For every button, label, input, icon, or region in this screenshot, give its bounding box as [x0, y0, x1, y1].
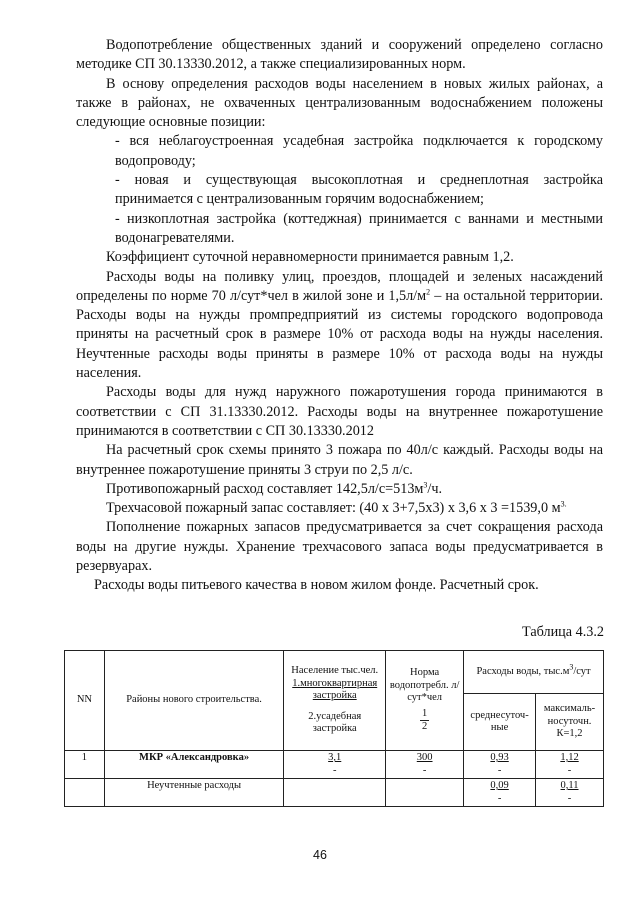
header-norm-title: Норма водопотребл. л/сут*чел	[389, 667, 460, 704]
table-header-row	[65, 651, 604, 694]
list-item: - вся неблагоустроенная усадебная застройка подключается к городскому водопроводу;	[115, 133, 603, 169]
superscript: 2	[426, 287, 431, 297]
cell-max	[536, 779, 604, 807]
cell-value-top: 0,11	[560, 780, 579, 791]
paragraph	[76, 268, 603, 384]
paragraph	[76, 480, 603, 499]
paragraph: В основу определения расходов воды населением в новых жилых районах, а также в районах, не охваченных централизованным водоснабжением положены следующие основные позиции:	[76, 75, 603, 131]
header-population	[284, 651, 386, 751]
text-span: /сут	[573, 665, 591, 677]
cell-value-bottom: -	[567, 792, 572, 804]
cell-value-top: 1,12	[560, 752, 579, 763]
superscript: 3.	[560, 499, 567, 509]
text-span: Трехчасовой пожарный запас составляет: (40 х 3+7,5х3) х 3,6 х 3 =1539,0 м	[106, 500, 561, 517]
superscript: 3	[423, 480, 428, 490]
cell-name: МКР «Александровка»	[104, 751, 283, 779]
paragraph: Расходы воды для нужд наружного пожаротушения города принимаются в соответствии с СП 31.13330.2012. Расходы воды на внутреннее пожаротушение принимаются в соответствии с СП 30.13330.2012	[76, 384, 603, 439]
cell-value-top: 0,93	[490, 752, 509, 763]
cell-avg	[464, 779, 536, 807]
header-flows	[464, 651, 604, 694]
paragraph: Водопотребление общественных зданий и сооружений определено согласно методике СП 30.13330.2012, а также специализированных норм.	[76, 37, 603, 73]
text-span: Расходы воды, тыс.м	[476, 665, 570, 677]
header-districts: Районы нового строительства.	[104, 651, 283, 751]
table-row	[65, 779, 604, 807]
fraction-denominator: 2	[422, 721, 428, 733]
superscript: 3	[569, 662, 574, 672]
cell-name: Неучтенные расходы	[104, 779, 283, 807]
cell-nn: 1	[65, 751, 105, 779]
cell-value-bottom: -	[567, 764, 572, 776]
cell-population	[284, 751, 386, 779]
cell-value-top: 300	[416, 752, 433, 763]
cell-nn	[65, 779, 105, 807]
text-span: – на остальной территории. Расходы воды на нужды промпредприятий из системы городского водопровода приняты на расчетный срок в размере 10% от расхода воды на нужды населения. Неучтенные расходы воды приняты в размере 10% от расхода воды на нужды населения.	[76, 287, 604, 382]
cell-value-bottom: -	[332, 764, 337, 776]
header-norm-fraction	[420, 708, 429, 734]
list-item: - новая и существующая высокоплотная и среднеплотная застройка принимается с централизованным горячим водоснабжением;	[115, 172, 603, 208]
paragraph	[76, 499, 603, 518]
cell-value-top: 0,09	[490, 780, 509, 791]
header-nn: NN	[65, 651, 105, 751]
page-number: 46	[313, 848, 327, 862]
fraction-numerator: 1	[420, 708, 429, 722]
table-row	[65, 751, 604, 779]
text-span: Противопожарный расход составляет 142,5л/с=513м	[106, 480, 424, 497]
table-caption: Таблица 4.3.2	[522, 624, 604, 640]
cell-max	[536, 751, 604, 779]
body-text	[76, 36, 603, 596]
cell-population	[284, 779, 386, 807]
paragraph: Коэффициент суточной неравномерности принимается равным 1,2.	[106, 249, 514, 266]
paragraph: Пополнение пожарных запасов предусматривается за счет сокращения расхода воды на другие нужды. Хранение трехчасового запаса воды предусматривается в резервуарах.	[76, 519, 603, 575]
header-population-multi: 1.многоквартирная застройка	[292, 677, 378, 702]
paragraph: На расчетный срок схемы принято 3 пожара по 40л/с каждый. Расходы воды на внутреннее пожаротушение приняты 3 струи по 2,5 л/с.	[76, 442, 603, 478]
cell-norm	[386, 751, 464, 779]
cell-norm	[386, 779, 464, 807]
list-item: - низкоплотная застройка (коттеджная) принимается с ваннами и местными водонагревателями.	[115, 210, 603, 246]
cell-value-bottom: -	[497, 792, 502, 804]
header-avg: среднесуточ-ные	[464, 694, 536, 751]
header-norm	[386, 651, 464, 751]
water-consumption-table	[64, 650, 604, 807]
header-population-estate: 2.усадебная застройка	[308, 710, 362, 735]
paragraph: Расходы воды питьевого качества в новом жилом фонде. Расчетный срок.	[94, 577, 539, 594]
cell-avg	[464, 751, 536, 779]
header-max: максималь-носуточн. К=1,2	[536, 694, 604, 751]
cell-value-bottom: -	[422, 764, 427, 776]
text-span: Расходы воды на поливку улиц, проездов, площадей и зеленых насаждений определены по норме 70 л/сут*чел в жилой зоне и 1,5л/м	[76, 268, 603, 304]
cell-value-top: 3,1	[328, 752, 342, 763]
cell-value-bottom: -	[497, 764, 502, 776]
text-span: /ч.	[427, 480, 443, 497]
header-population-title: Население тыс.чел.	[291, 665, 379, 677]
